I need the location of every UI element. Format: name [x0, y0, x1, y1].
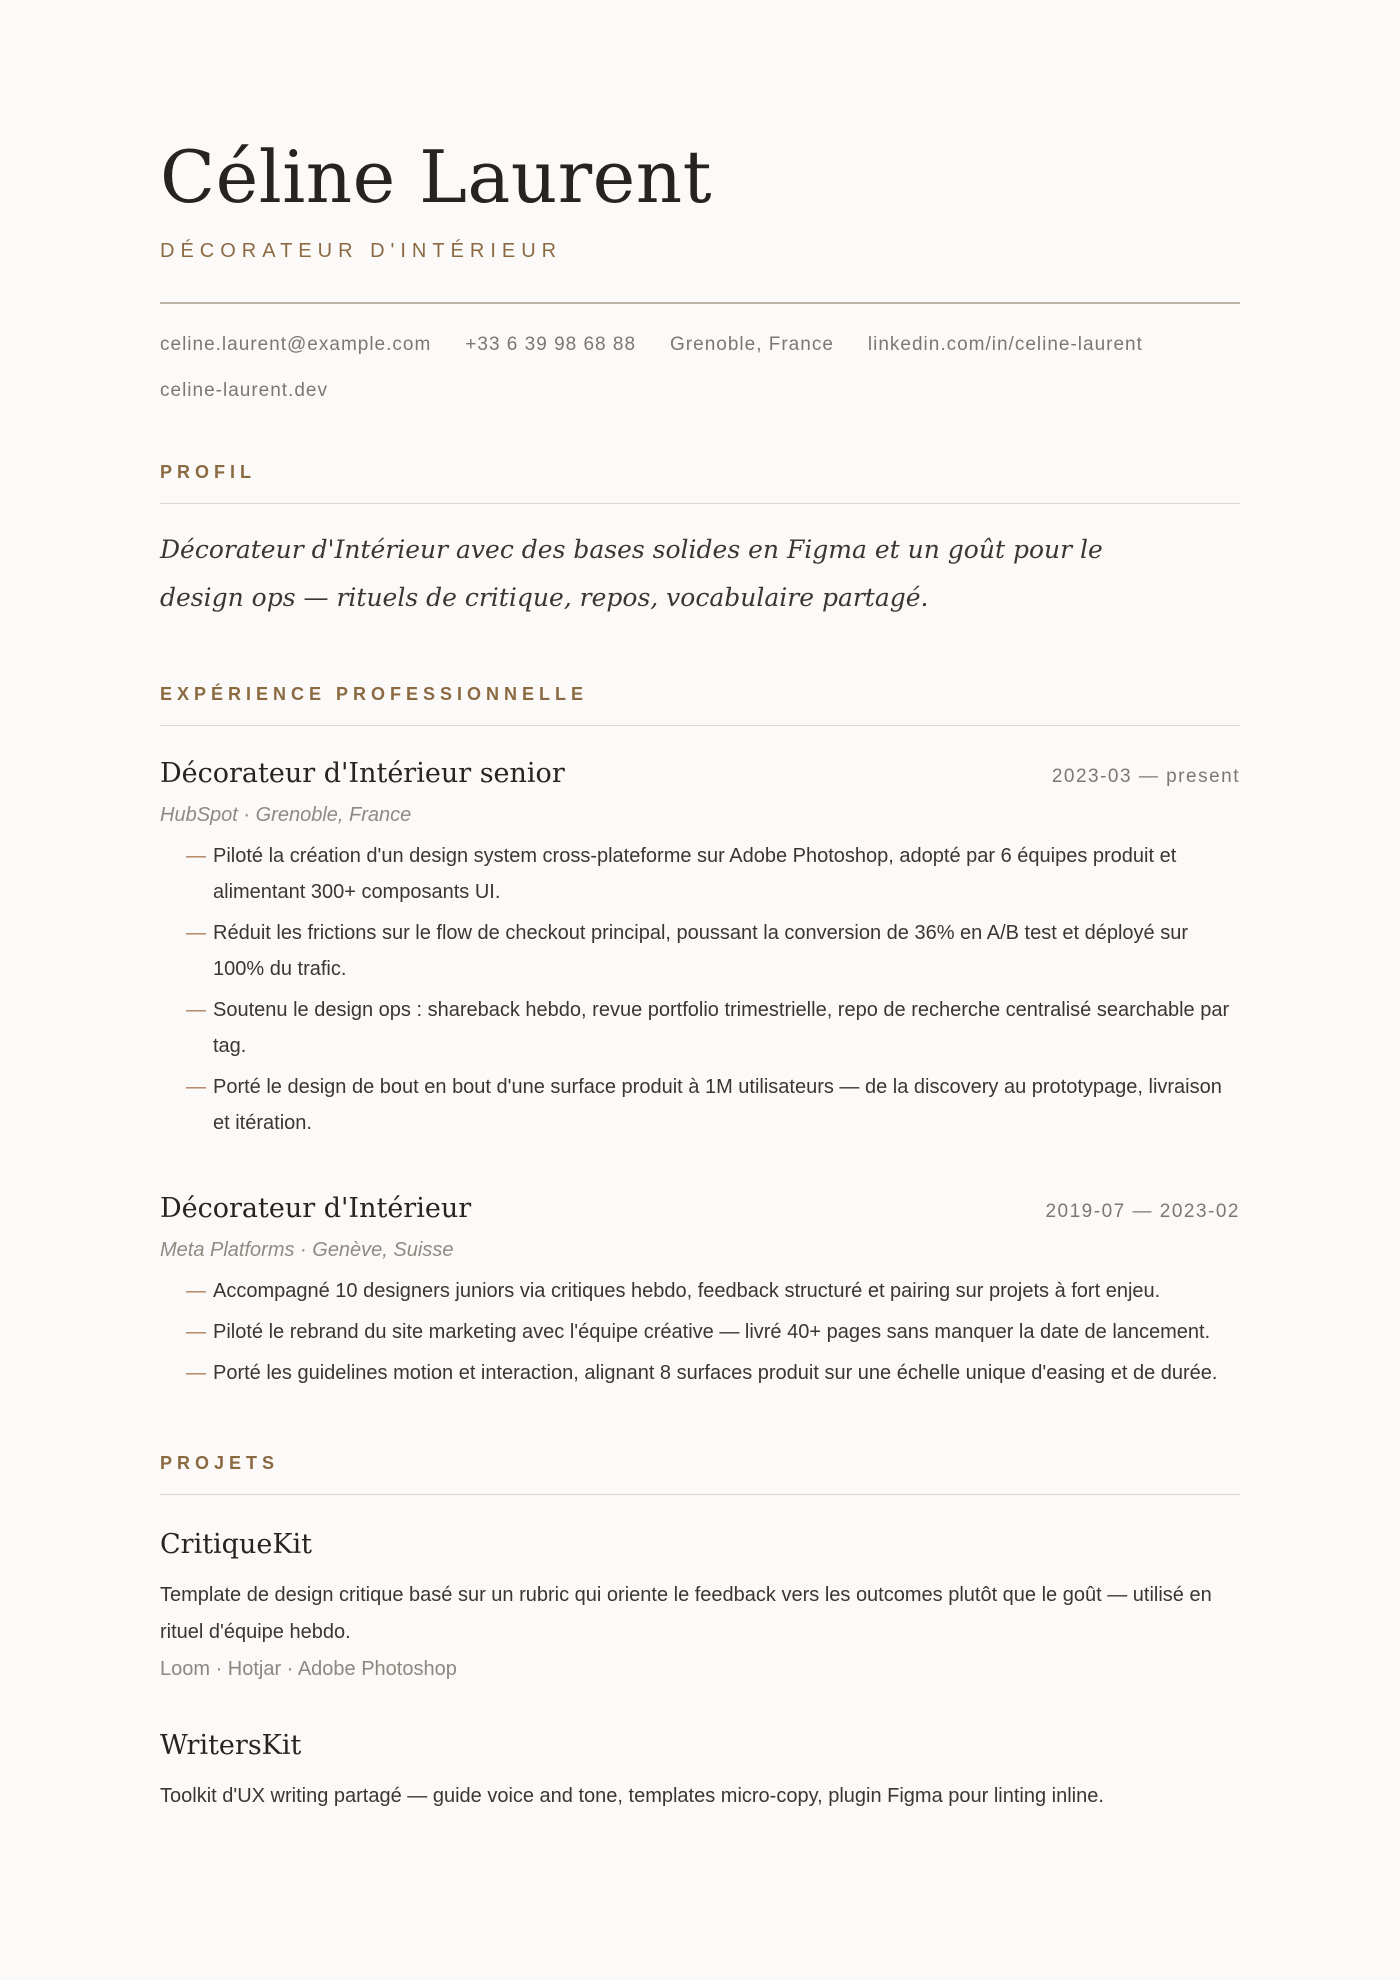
- project-description: Template de design critique basé sur un rubric qui oriente le feedback vers les outcomes plutôt que le goût — utilisé en rituel d'équipe hebdo.: [160, 1584, 1212, 1643]
- resume-content: [160, 128, 1240, 1815]
- profile-section: [160, 460, 1240, 622]
- project-description: Toolkit d'UX writing partagé — guide voice and tone, templates micro-copy, plugin Figma pour linting inline.: [160, 1785, 1104, 1807]
- job-bullet-text: Porté le design de bout en bout d'une surface produit à 1M utilisateurs — de la discovery au prototypage, livraison et itération.: [213, 1076, 1222, 1134]
- job-bullet: [160, 1314, 1240, 1350]
- experience-heading: EXPÉRIENCE PROFESSIONNELLE: [160, 682, 1240, 726]
- job-bullet: [160, 1069, 1240, 1141]
- projects-section: [160, 1451, 1240, 1815]
- header-divider: [160, 302, 1240, 304]
- job-bullet-text: Piloté le rebrand du site marketing avec l'équipe créative — livré 40+ pages sans manquer la date de lancement.: [213, 1321, 1211, 1343]
- contact-website[interactable]: celine-laurent.dev: [160, 380, 328, 401]
- job-company: Meta Platforms · Genève, Suisse: [160, 1239, 454, 1261]
- job-bullet: [160, 915, 1240, 987]
- profile-text: Décorateur d'Intérieur avec des bases solides en Figma et un goût pour le design ops — rituels de critique, repos, vocabulaire partagé.: [160, 535, 1103, 612]
- project-name: WritersKit: [160, 1730, 302, 1761]
- dash-icon: —: [186, 1076, 206, 1098]
- job-bullet: [160, 838, 1240, 910]
- job-entry: [160, 1191, 1240, 1391]
- job-bullet-list: [160, 1273, 1240, 1391]
- dash-icon: —: [186, 1280, 206, 1302]
- dash-icon: —: [186, 1321, 206, 1343]
- job-bullet: [160, 1273, 1240, 1309]
- contact-list: [160, 332, 1240, 404]
- job-role: Décorateur d'Intérieur: [160, 1193, 472, 1224]
- dash-icon: —: [186, 1362, 206, 1384]
- candidate-title: DÉCORATEUR D'INTÉRIEUR: [160, 240, 563, 262]
- dash-icon: —: [186, 845, 206, 867]
- contact-location: Grenoble, France: [670, 334, 834, 355]
- profile-heading: PROFIL: [160, 460, 1240, 504]
- dash-icon: —: [186, 999, 206, 1021]
- candidate-name: Céline Laurent: [160, 135, 713, 219]
- job-bullet: [160, 992, 1240, 1064]
- job-role: Décorateur d'Intérieur senior: [160, 758, 565, 789]
- dash-icon: —: [186, 922, 206, 944]
- job-dates: 2019-07 — 2023-02: [1045, 1201, 1240, 1222]
- job-bullet-text: Réduit les frictions sur le flow de checkout principal, poussant la conversion de 36% en A/B test et déployé sur 100% du trafic.: [213, 922, 1188, 980]
- job-dates: 2023-03 — present: [1051, 766, 1240, 787]
- job-bullet-text: Accompagné 10 designers juniors via critiques hebdo, feedback structuré et pairing sur projets à fort enjeu.: [213, 1280, 1161, 1302]
- contact-linkedin[interactable]: linkedin.com/in/celine-laurent: [867, 334, 1143, 355]
- contact-phone[interactable]: +33 6 39 98 68 88: [465, 334, 637, 355]
- project-entry: [160, 1728, 1240, 1815]
- project-entry: [160, 1527, 1240, 1688]
- job-company: HubSpot · Grenoble, France: [160, 804, 412, 826]
- job-bullet: [160, 1355, 1240, 1391]
- project-tech: Loom · Hotjar · Adobe Photoshop: [160, 1658, 457, 1680]
- job-bullet-text: Porté les guidelines motion et interaction, alignant 8 surfaces produit sur une échelle unique d'easing et de durée.: [213, 1362, 1218, 1384]
- projects-heading: PROJETS: [160, 1451, 1240, 1495]
- job-entry: [160, 756, 1240, 1141]
- job-header: [160, 756, 1240, 792]
- contact-email[interactable]: celine.laurent@example.com: [160, 334, 432, 355]
- job-bullet-text: Soutenu le design ops : shareback hebdo, revue portfolio trimestrielle, repo de recherche centralisé searchable par tag.: [213, 999, 1230, 1057]
- project-name: CritiqueKit: [160, 1529, 312, 1560]
- job-bullet-list: [160, 838, 1240, 1141]
- job-header: [160, 1191, 1240, 1227]
- job-bullet-text: Piloté la création d'un design system cross-plateforme sur Adobe Photoshop, adopté par 6 équipes produit et alimentant 300+ composants UI.: [213, 845, 1177, 903]
- experience-section: [160, 682, 1240, 1391]
